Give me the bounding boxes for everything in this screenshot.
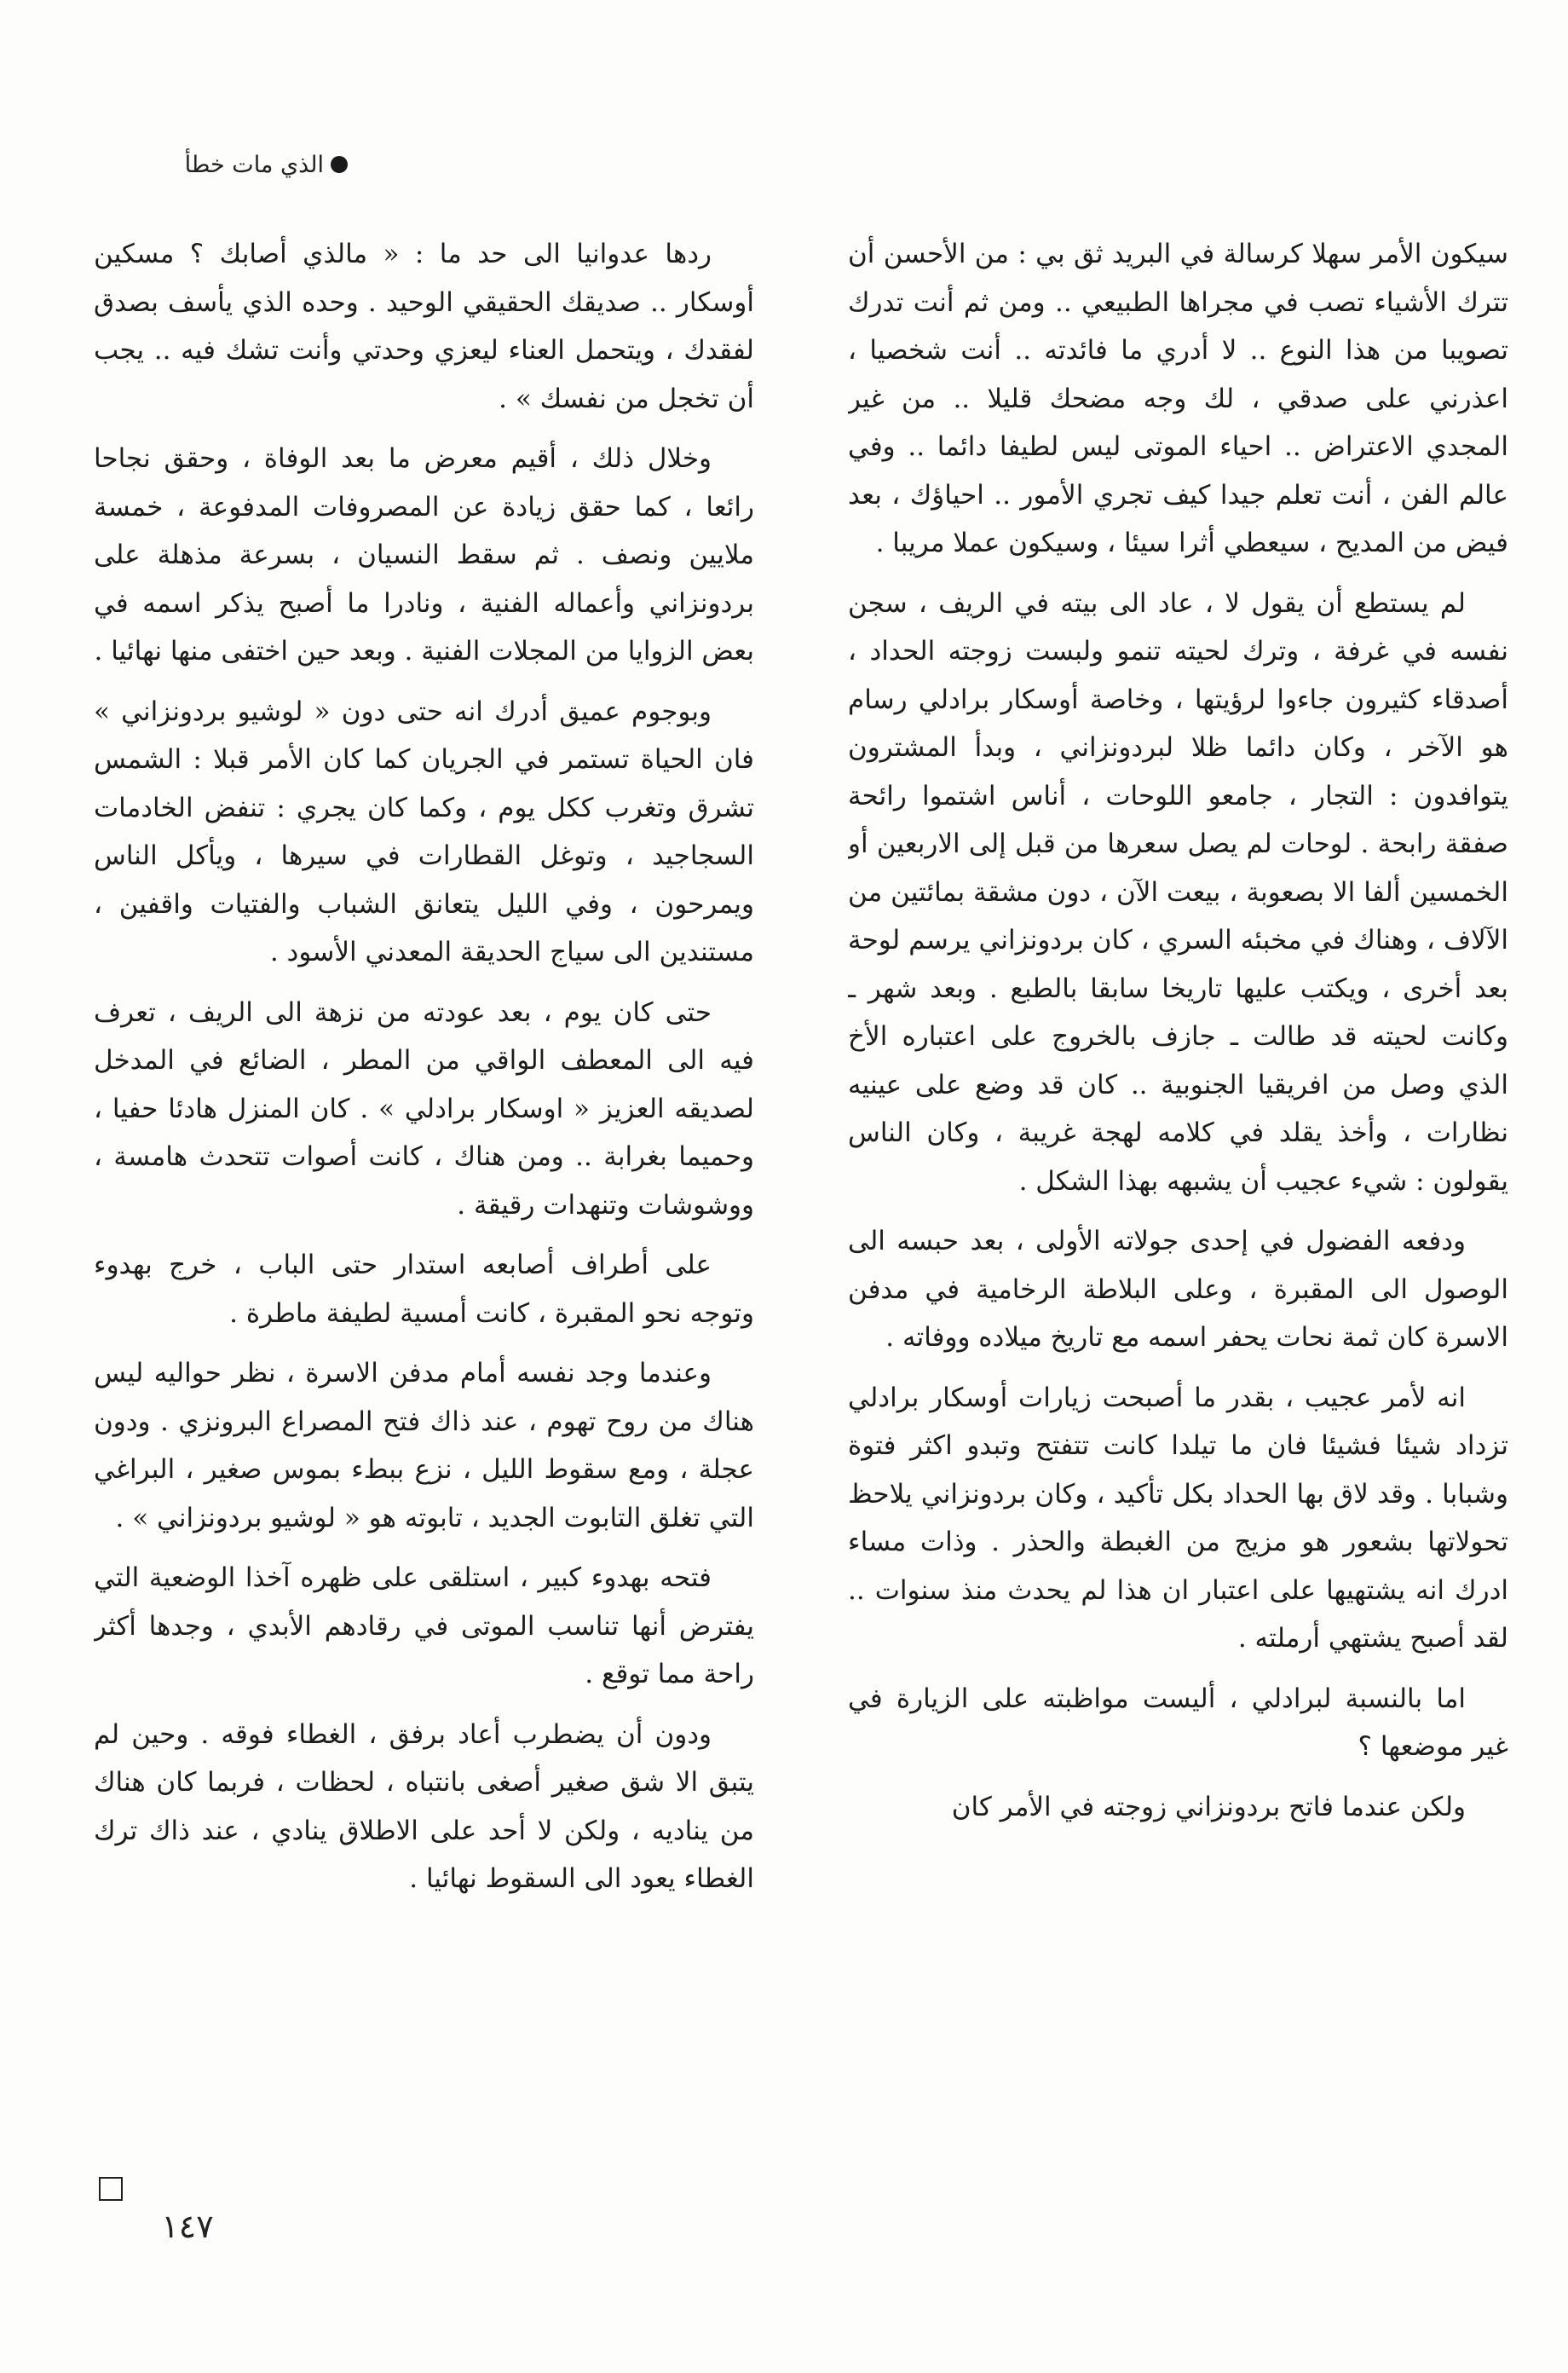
end-of-article-square-icon [99,2177,123,2201]
paragraph: اما بالنسبة لبرادلي ، أليست مواظبته على الزيارة في غير موضعها ؟ [848,1683,1508,1762]
paragraph: حتى كان يوم ، بعد عودته من نزهة الى الريف ، تعرف فيه الى المعطف الواقي من المطر ، الضائع في المدخل لصديقه العزيز « اوسكار برادلي » . كان المنزل هادئا حفيا ، وحميما بغرابة .. ومن هناك ، كانت أصوات تتحدث هامسة ، ووشوشات وتنهدات رقيقة . [94,996,754,1221]
paragraph: على أطراف أصابعه استدار حتى الباب ، خرج بهدوء وتوجه نحو المقبرة ، كانت أمسية لطيفة ماطرة . [94,1250,754,1329]
page-number: ١٤٧ [161,2208,214,2245]
paragraph: سيكون الأمر سهلا كرسالة في البريد ثق بي : من الأحسن أن تترك الأشياء تصب في مجراها الطبيعي .. ومن ثم أنت تدرك تصويبا من هذا النوع .. لا أدري ما فائدته .. أنت شخصيا ، اعذرني على صدقي ، لك وجه مضحك قليلا .. من غير المجدي الاعتراض .. احياء الموتى ليس لطيفا دائما .. وفي عالم الفن ، أنت تعلم جيدا كيف تجري الأمور .. احياؤك ، بعد فيض من المديح ، سيعطي أثرا سيئا ، وسيكون عملا مريبا . [848,239,1508,558]
left-column [94,230,754,2216]
paragraph: فتحه بهدوء كبير ، استلقى على ظهره آخذا الوضعية التي يفترض أنها تناسب الموتى في رقادهم الأبدي ، وجدها أكثر راحة مما توقع . [94,1562,754,1689]
paragraph: ودفعه الفضول في إحدى جولاته الأولى ، بعد حبسه الى الوصول الى المقبرة ، وعلى البلاطة الرخامية في مدفن الاسرة كان ثمة نحات يحفر اسمه مع تاريخ ميلاده ووفاته . [848,1226,1508,1353]
paragraph: ودون أن يضطرب أعاد برفق ، الغطاء فوقه . وحين لم يتبق الا شق صغير أصغى بانتباه ، لحظات ، فربما كان هناك من يناديه ، ولكن لا أحد على الاطلاق ينادي ، عند ذاك ترك الغطاء يعود الى السقوط نهائيا . [94,1718,754,1894]
paragraph: وبوجوم عميق أدرك انه حتى دون « لوشيو بردونزاني » فان الحياة تستمر في الجريان كما كان الأمر قبلا : الشمس تشرق وتغرب ككل يوم ، وكما كان يجري : تنفض الخادمات السجاجيد ، وتوغل القطارات في سيرها ، ويأكل الناس ويمرحون ، وفي الليل يتعانق الشباب والفتيات واقفين ، مستندين الى سياج الحديقة المعدني الأسود . [94,696,754,967]
paragraph: ولكن عندما فاتح بردونزاني زوجته في الأمر كان [951,1791,1466,1822]
running-header [135,143,348,186]
paragraph: لم يستطع أن يقول لا ، عاد الى بيته في الريف ، سجن نفسه في غرفة ، وترك لحيته تنمو ولبست زوجته الحداد ، أصدقاء كثيرون جاءوا لرؤيتها ، وخاصة أوسكار برادلي رسام هو الآخر ، وكان دائما ظلا لبردونزاني ، وبدأ المشترون يتوافدون : التجار ، جامعو اللوحات ، أناس اشتموا رائحة صفقة رابحة . لوحات لم يصل سعرها من قبل إلى الاربعين أو الخمسين ألفا الا بصعوبة ، بيعت الآن ، دون مشقة بمائتين من الآلاف ، وهناك في مخبئه السري ، كان بردونزاني يرسم لوحة بعد أخرى ، ويكتب عليها تاريخا سابقا بالطبع . وبعد شهر ـ وكانت لحيته قد طالت ـ جازف بالخروج على اعتباره الأخ الذي وصل من افريقيا الجنوبية .. كان قد وضع على عينيه نظارات ، وأخذ يقلد في كلامه لهجة غريبة ، وكان الناس يقولون : شيء عجيب أن يشبهه بهذا الشكل . [848,587,1508,1197]
running-title: الذي مات خطأ [184,151,324,178]
right-column [848,230,1508,2216]
paragraph: وخلال ذلك ، أقيم معرض ما بعد الوفاة ، وحقق نجاحا رائعا ، كما حقق زيادة عن المصروفات المدفوعة ، خمسة ملايين ونصف . ثم سقط النسيان ، بسرعة مذهلة على بردونزاني وأعماله الفنية ، ونادرا ما أصبح يذكر اسمه في بعض الزوايا من المجلات الفنية . وبعد حين اختفى منها نهائيا . [94,443,754,667]
paragraph: انه لأمر عجيب ، بقدر ما أصبحت زيارات أوسكار برادلي تزداد شيئا فشيئا فان ما تيلدا كانت تتفتح وتبدو اكثر فتوة وشبابا . وقد لاق بها الحداد بكل تأكيد ، وكان بردونزاني يلاحظ تحولاتها بشعور هو مزيج من الغبطة والحذر . وذات مساء ادرك انه يشتهيها على اعتبار ان هذا لم يحدث منذ سنوات .. لقد أصبح يشتهي أرملته . [848,1382,1508,1654]
paragraph: وعندما وجد نفسه أمام مدفن الاسرة ، نظر حواليه ليس هناك من روح تهوم ، عند ذاك فتح المصراع البرونزي . ودون عجلة ، ومع سقوط الليل ، نزع ببطء بموس صغير ، البراغي التي تغلق التابوت الجديد ، تابوته هو « لوشيو بردونزاني » . [94,1358,754,1533]
bullet-icon [331,156,348,173]
paragraph: ردها عدوانيا الى حد ما : « مالذي أصابك ؟ مسكين أوسكار .. صديقك الحقيقي الوحيد . وحده الذي يأسف بصدق لفقدك ، ويتحمل العناء ليعزي وحدتي وأنت تشك فيه .. يجب أن تخجل من نفسك » . [94,239,754,414]
